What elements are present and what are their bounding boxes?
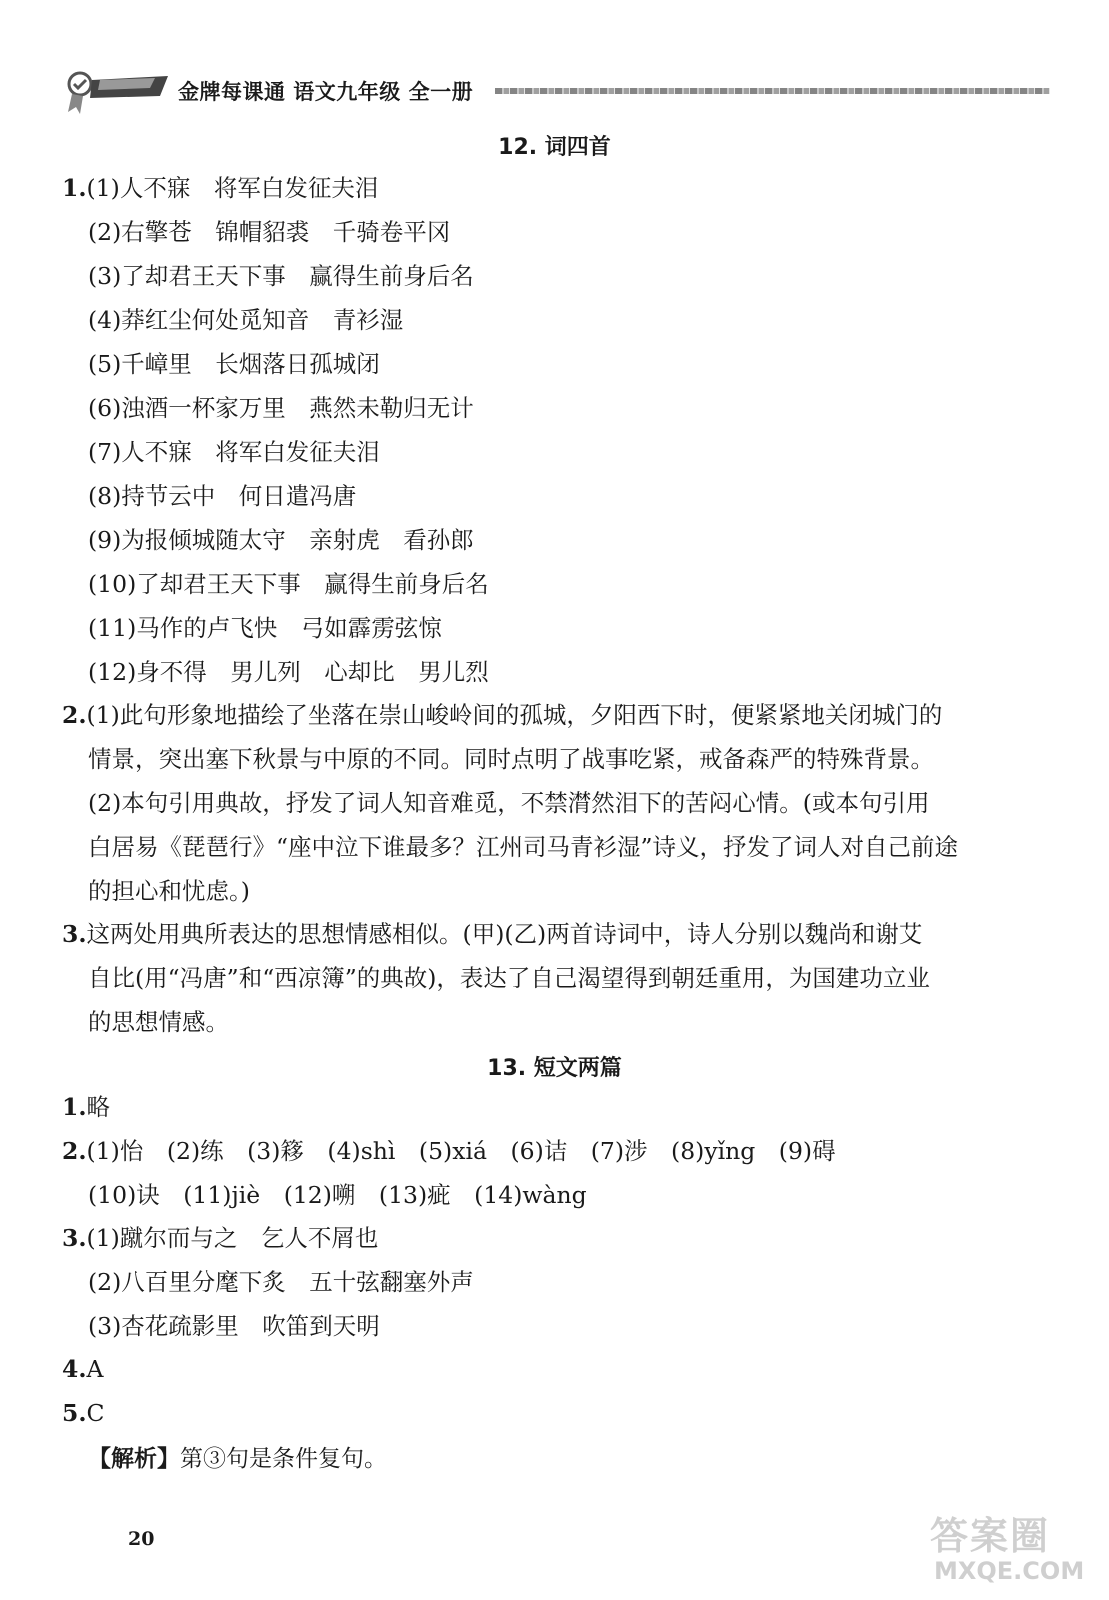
q1-item: (11)马作的卢飞快 弓如霹雳弦惊: [88, 614, 442, 642]
q3-text: 这两处用典所表达的思想情感相似。(甲)(乙)两首诗词中，诗人分别以魏尚和谢艾: [86, 920, 923, 948]
q2-text: (2)本句引用典故，抒发了词人知音难觅，不禁潸然泪下的苦闷心情。(或本句引用: [88, 789, 930, 817]
s13-q3-text: (2)八百里分麾下炙 五十弦翻塞外声: [88, 1268, 474, 1296]
page-number: 20: [128, 1528, 155, 1550]
header-rule: [495, 88, 1050, 94]
s13-q3-text: (1)蹴尔而与之 乞人不屑也: [86, 1224, 379, 1252]
q2-line: [62, 700, 942, 730]
q1-item: (5)千嶂里 长烟落日孤城闭: [88, 350, 380, 378]
s13-q1-number: 1.: [62, 1093, 87, 1121]
header-title: 金牌每课通 语文九年级 全一册: [178, 80, 474, 104]
s13-q4-line: [62, 1354, 104, 1384]
q1-item: (4)莽红尘何处觅知音 青衫湿: [88, 306, 404, 334]
q1-item: (9)为报倾城随太守 亲射虎 看孙郎: [88, 526, 474, 554]
section-12-title: 12. 词四首: [498, 135, 611, 160]
q1-item: (1)人不寐 将军白发征夫泪: [86, 174, 379, 202]
s13-q5-line: [62, 1398, 105, 1428]
s13-q4-number: 4.: [62, 1355, 87, 1383]
q1-item: (8)持节云中 何日遣冯唐: [88, 482, 357, 510]
ribbon-logo-icon: [60, 66, 170, 116]
q1-item: (7)人不寐 将军白发征夫泪: [88, 438, 380, 466]
q2-number: 2.: [62, 701, 87, 729]
q2-text: 白居易《琵琶行》“座中泣下谁最多？江州司马青衫湿”诗义，抒发了词人对自己前途: [88, 833, 959, 861]
analysis-note: [88, 1440, 387, 1473]
q2-text: 情景，突出塞下秋景与中原的不同。同时点明了战事吃紧，戒备森严的特殊背景。: [88, 745, 934, 773]
s13-q5-number: 5.: [62, 1399, 87, 1427]
watermark-url: MXQE.COM: [934, 1557, 1085, 1585]
s13-q2-text: (1)怡 (2)练 (3)簃 (4)shì (5)xiá (6)诘 (7)涉 (8)yǐng (9)碍: [86, 1137, 836, 1165]
watermark: [930, 1505, 1090, 1595]
q3-text: 自比(用“冯唐”和“西凉簿”的典故)，表达了自己渴望得到朝廷重用，为国建功立业: [88, 964, 930, 992]
q1-item: (6)浊酒一杯家万里 燕然未勒归无计: [88, 394, 474, 422]
q2-text: (1)此句形象地描绘了坐落在崇山峻岭间的孤城，夕阳西下时，便紧紧地关闭城门的: [86, 701, 943, 729]
watermark-text: 答案圈: [930, 1514, 1051, 1558]
q1-item: (2)右擎苍 锦帽貂裘 千骑卷平冈: [88, 218, 451, 246]
s13-q3-number: 3.: [62, 1224, 87, 1252]
s13-q4-text: A: [86, 1355, 104, 1383]
s13-q1-line: [62, 1092, 110, 1122]
page-header: [60, 66, 1050, 116]
q1-item: (3)了却君王天下事 赢得生前身后名: [88, 262, 474, 290]
q1-line: [62, 173, 378, 203]
section-13-title: 13. 短文两篇: [487, 1056, 622, 1081]
q3-line: [62, 919, 922, 949]
s13-q5-text: C: [86, 1399, 105, 1427]
s13-q3-text: (3)杏花疏影里 吹笛到天明: [88, 1312, 380, 1340]
analysis-text: 第③句是条件复句。: [180, 1446, 387, 1472]
q1-item: (12)身不得 男儿列 心却比 男儿烈: [88, 658, 489, 686]
q2-text: 的担心和忧虑。): [88, 877, 250, 905]
s13-q2-line: [62, 1136, 836, 1166]
q1-number: 1.: [62, 174, 87, 202]
q3-number: 3.: [62, 920, 87, 948]
s13-q3-line: [62, 1223, 378, 1253]
analysis-tag: 【解析】: [88, 1445, 180, 1472]
q1-item: (10)了却君王天下事 赢得生前身后名: [88, 570, 489, 598]
s13-q2-number: 2.: [62, 1137, 87, 1165]
s13-q1-text: 略: [86, 1093, 111, 1121]
s13-q2-text: (10)诀 (11)jiè (12)嗍 (13)疵 (14)wàng: [88, 1181, 587, 1209]
q3-text: 的思想情感。: [88, 1008, 229, 1036]
